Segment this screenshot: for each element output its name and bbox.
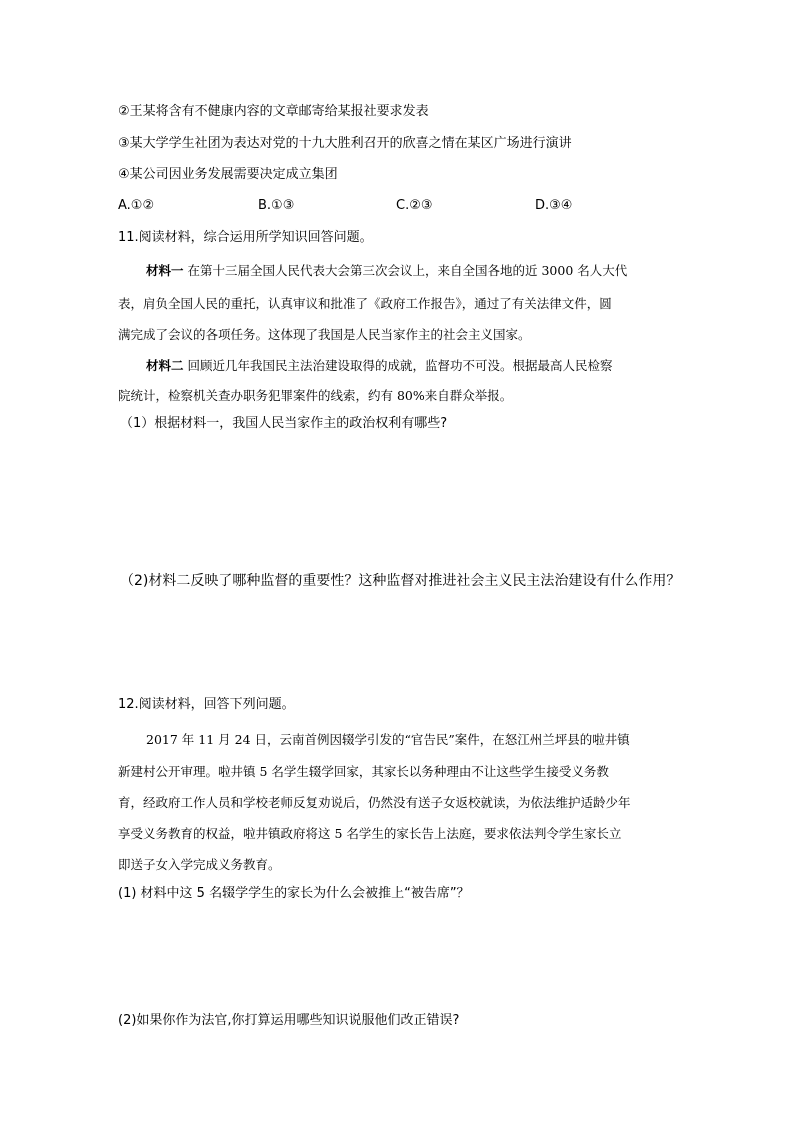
q11-material1-line3: 满完成了会议的各项任务。这体现了我国是人民当家作主的社会主义国家。	[118, 327, 531, 342]
q11-material1-line1: 材料一 在第十三届全国人民代表大会第三次会议上，来自全国各地的近 3000 名人大代	[146, 263, 628, 278]
q11-material2-head: 材料二	[146, 358, 184, 373]
option-c: C.②③	[396, 198, 433, 213]
q11-material1-line2: 表，肩负全国人民的重托，认真审议和批准了《政府工作报告》，通过了有关法律文件，圆	[118, 296, 612, 311]
q12-material-line1: 2017 年 11 月 24 日，云南首例因辍学引发的“官告民”案件，在怒江州兰坪县的啦井镇	[146, 732, 630, 747]
q11-material2-line1: 材料二 回顾近几年我国民主法治建设取得的成就，监督功不可没。根据最高人民检察	[146, 358, 613, 373]
q12-sub1: (1) 材料中这 5 名辍学学生的家长为什么会被推上“被告席”？	[118, 886, 470, 901]
option-a: A.①②	[118, 198, 155, 213]
q11-title: 11.阅读材料，综合运用所学知识回答问题。	[118, 230, 373, 245]
q11-material2-line2: 院统计，检察机关查办职务犯罪案件的线索，约有 80%来自群众举报。	[118, 388, 513, 403]
q12-material-line4: 享受义务教育的权益，啦井镇政府将这 5 名学生的家长告上法庭，要求依法判令学生家长立	[118, 826, 622, 841]
q11-material1-head: 材料一	[146, 263, 184, 278]
statement-4: ④某公司因业务发展需要决定成立集团	[118, 167, 338, 182]
q12-material-line3: 育，经政府工作人员和学校老师反复劝说后，仍然没有送子女返校就读，为依法维护适龄少年	[118, 795, 631, 810]
statement-2: ②王某将含有不健康内容的文章邮寄给某报社要求发表	[118, 104, 429, 119]
q12-sub2: (2)如果你作为法官,你打算运用哪些知识说服他们改正错误?	[118, 1013, 460, 1028]
option-b: B.①③	[258, 198, 295, 213]
q12-material-line5: 即送子女入学完成义务教育。	[118, 857, 281, 872]
q12-material-line2: 新建村公开审理。啦井镇 5 名学生辍学回家，其家长以务种理由不让这些学生接受义务教	[118, 764, 609, 779]
option-d: D.③④	[535, 198, 573, 213]
q11-sub2: （2)材料二反映了哪种监督的重要性？这种监督对推进社会主义民主法治建设有什么作用？	[120, 573, 681, 589]
q11-sub1: （1）根据材料一，我国人民当家作主的政治权利有哪些?	[120, 416, 448, 431]
answer-options	[118, 198, 678, 216]
q12-title: 12.阅读材料，回答下列问题。	[118, 697, 295, 712]
statement-3: ③某大学学生社团为表达对党的十九大胜利召开的欣喜之情在某区广场进行演讲	[118, 136, 572, 151]
